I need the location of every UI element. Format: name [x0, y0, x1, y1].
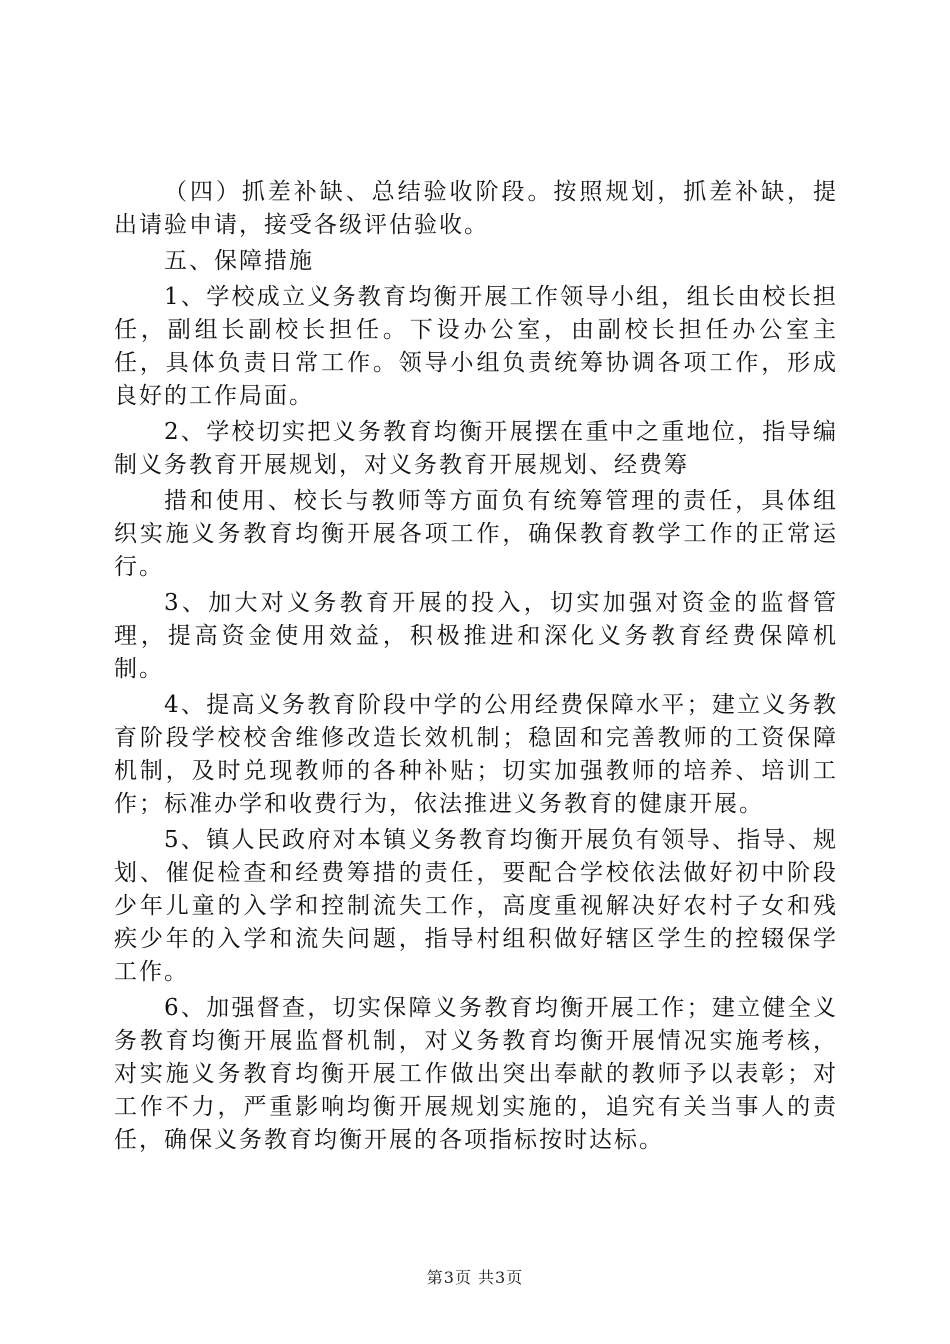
paragraph-measure-2: 2、学校切实把义务教育均衡开展摆在重中之重地位，指导编制义务教育开展规划，对义务教育开展规划、经费筹 — [114, 419, 838, 478]
paragraph-measure-6: 6、加强督查，切实保障义务教育均衡开展工作；建立健全义务教育均衡开展监督机制，对义务教育均衡开展情况实施考核，对实施义务教育均衡开展工作做出突出奉献的教师予以表彰；对工作不力，严重影响均衡开展规划实施的，追究有关当事人的责任，确保义务教育均衡开展的各项指标按时达标。 — [114, 995, 838, 1153]
section-heading-safeguards: 五、保障措施 — [164, 248, 314, 274]
document-body — [114, 176, 838, 1157]
paragraph-measure-4: 4、提高义务教育阶段中学的公用经费保障水平；建立义务教育阶段学校校舍维修改造长效机制；稳固和完善教师的工资保障机制，及时兑现教师的各种补贴；切实加强教师的培养、培训工作；标准办学和收费行为，依法推进义务教育的健康开展。 — [114, 692, 838, 817]
paragraph-measure-1: 1、学校成立义务教育均衡开展工作领导小组，组长由校长担任，副组长副校长担任。下设办公室，由副校长担任办公室主任，具体负责日常工作。领导小组负责统筹协调各项工作，形成良好的工作局面。 — [114, 284, 838, 409]
paragraph-stage-four: （四）抓差补缺、总结验收阶段。按照规划，抓差补缺，提出请验申请，接受各级评估验收。 — [114, 179, 838, 238]
paragraph-measure-5: 5、镇人民政府对本镇义务教育均衡开展负有领导、指导、规划、催促检查和经费筹措的责任，要配合学校依法做好初中阶段少年儿童的入学和控制流失工作，高度重视解决好农村子女和残疾少年的入学和流失问题，指导村组积做好辖区学生的控辍保学工作。 — [114, 827, 838, 985]
paragraph-measure-2-continued: 措和使用、校长与教师等方面负有统筹管理的责任，具体组织实施义务教育均衡开展各项工作，确保教育教学工作的正常运行。 — [114, 488, 838, 580]
paragraph-measure-3: 3、加大对义务教育开展的投入，切实加强对资金的监督管理，提高资金使用效益，积极推进和深化义务教育经费保障机制。 — [114, 590, 838, 682]
page-number-footer: 第3页 共3页 — [426, 1268, 524, 1287]
